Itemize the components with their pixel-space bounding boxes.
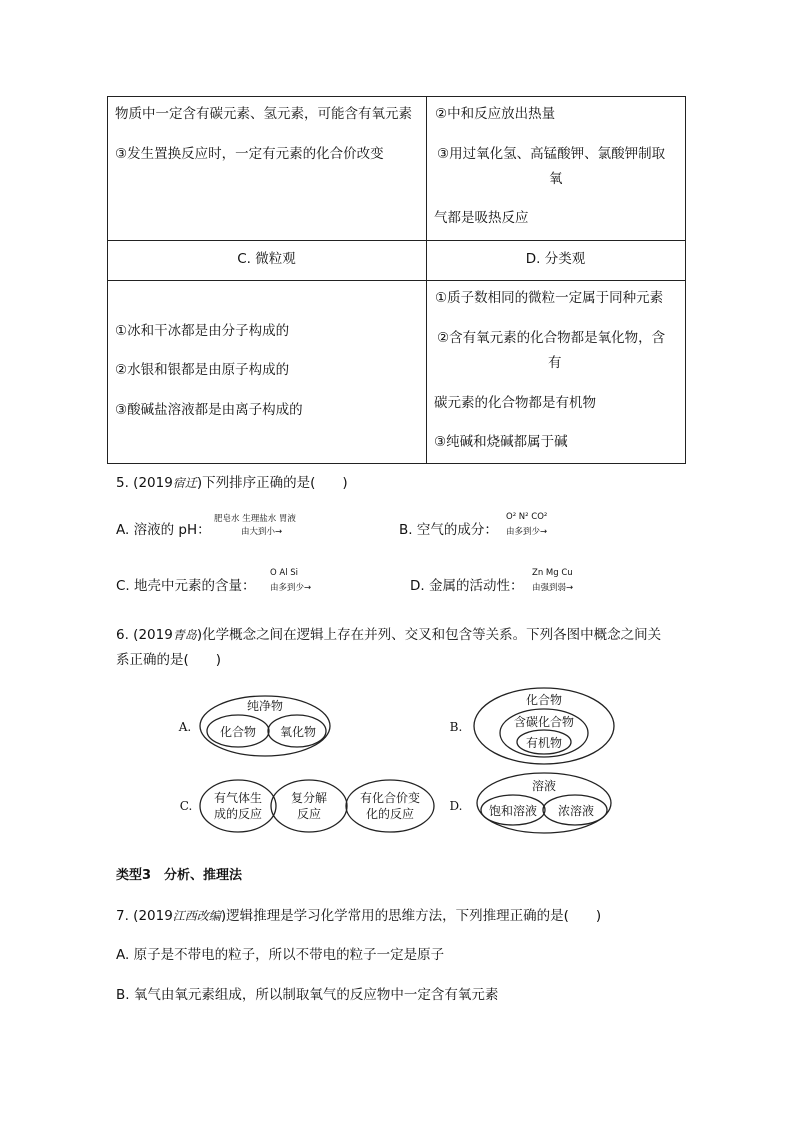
q5-option-a-sequence: 肥皂水 生理盐水 胃液 [214,514,296,524]
diagram-c-left-label-2: 成的反应 [213,807,263,821]
q5-option-c-sequence: O Al Si [270,568,299,578]
cell-text: ③纯碱和烧碱都属于碱 [434,434,568,450]
diagram-c-middle-label-1: 复分解 [290,791,328,805]
cell-text: ①质子数相同的微粒一定属于同种元素 [435,290,664,306]
q5-option-b-order: 由多到少→ [506,527,548,537]
q5-option-c-order: 由多到少→ [270,583,312,593]
diagram-c-right [346,780,434,832]
q7-option-a: A. 原子是不带电的粒子，所以不带电的粒子一定是原子 [116,947,445,963]
diagram-a-label: A. [178,720,192,734]
diagram-c-left-label-1: 有气体生 [213,791,263,805]
q5-option-a-label: A. 溶液的 pH： [116,522,211,538]
source-tag: 江西改编 [172,909,221,923]
diagram-a-outer-label: 纯净物 [246,699,284,713]
cell-text: 氧 [549,171,563,187]
diagram-d-left-label: 饱和溶液 [488,804,538,818]
diagram-d-label: D. [449,799,463,813]
diagram-a-right-label: 氧化物 [279,725,317,739]
diagram-c-middle [271,780,347,832]
diagram-d-outer-label: 溶液 [531,779,557,793]
diagram-c-label: C. [179,799,193,813]
question-7-stem: 7. (2019江西改编)逻辑推理是学习化学常用的思维方法，下列推理正确的是( ) [116,908,602,924]
section-heading: 类型3 分析、推理法 [116,868,243,883]
cell-text: 有 [548,355,562,371]
diagram-a-left-label: 化合物 [219,725,257,739]
cell-text: 气都是吸热反应 [434,210,529,226]
source-tag: 青岛 [172,628,197,642]
cell-text: ③发生置换反应时，一定有元素的化合价改变 [115,146,384,162]
q5-option-a-order: 由大到小→ [241,527,283,537]
diagram-b-inner-label: 有机物 [525,736,563,750]
q5-option-d-sequence: Zn Mg Cu [532,568,573,578]
q5-option-b-sequence: O² N² CO² [506,512,548,522]
question-6-stem-cont: 系正确的是( ) [116,652,222,668]
diagram-c-right-label-2: 化的反应 [365,807,415,821]
diagram-b-middle-label: 含碳化合物 [513,715,575,729]
header-d: D. 分类观 [525,251,586,267]
cell-text: ③酸碱盐溶液都是由离子构成的 [115,402,303,418]
question-5-stem: 5. (2019宿迁)下列排序正确的是( ) [116,475,348,491]
source-tag: 宿迁 [172,476,197,490]
diagram-b-label: B. [449,720,463,734]
cell-text: ①冰和干冰都是由分子构成的 [115,323,290,339]
diagram-c-right-label-1: 有化合价变 [359,791,421,805]
cell-text: ②水银和银都是由原子构成的 [115,362,290,378]
q5-option-b-label: B. 空气的成分： [399,522,498,538]
diagram-b-outer-label: 化合物 [525,693,563,707]
q7-option-b: B. 氧气由氧元素组成，所以制取氧气的反应物中一定含有氧元素 [116,987,499,1003]
diagram-c-middle-label-2: 反应 [296,807,322,821]
cell-text: 物质中一定含有碳元素、氢元素，可能含有氧元素 [115,106,412,122]
q5-option-c-label: C. 地壳中元素的含量： [116,578,256,594]
diagram-d-right-label: 浓溶液 [557,804,595,818]
header-c: C. 微粒观 [237,251,296,267]
cell-text: ②中和反应放出热量 [435,106,556,122]
cell-text: ③用过氧化氢、高锰酸钾、氯酸钾制取 [437,146,666,162]
cell-text: 碳元素的化合物都是有机物 [434,395,596,411]
q5-option-d-order: 由强到弱→ [532,583,574,593]
cell-text: ②含有氧元素的化合物都是氧化物，含 [437,330,666,346]
diagram-c-left [200,780,276,832]
question-6-stem: 6. (2019青岛)化学概念之间在逻辑上存在并列、交叉和包含等关系。下列各图中概念之间关 [116,627,662,643]
q5-option-d-label: D. 金属的活动性： [410,578,524,594]
